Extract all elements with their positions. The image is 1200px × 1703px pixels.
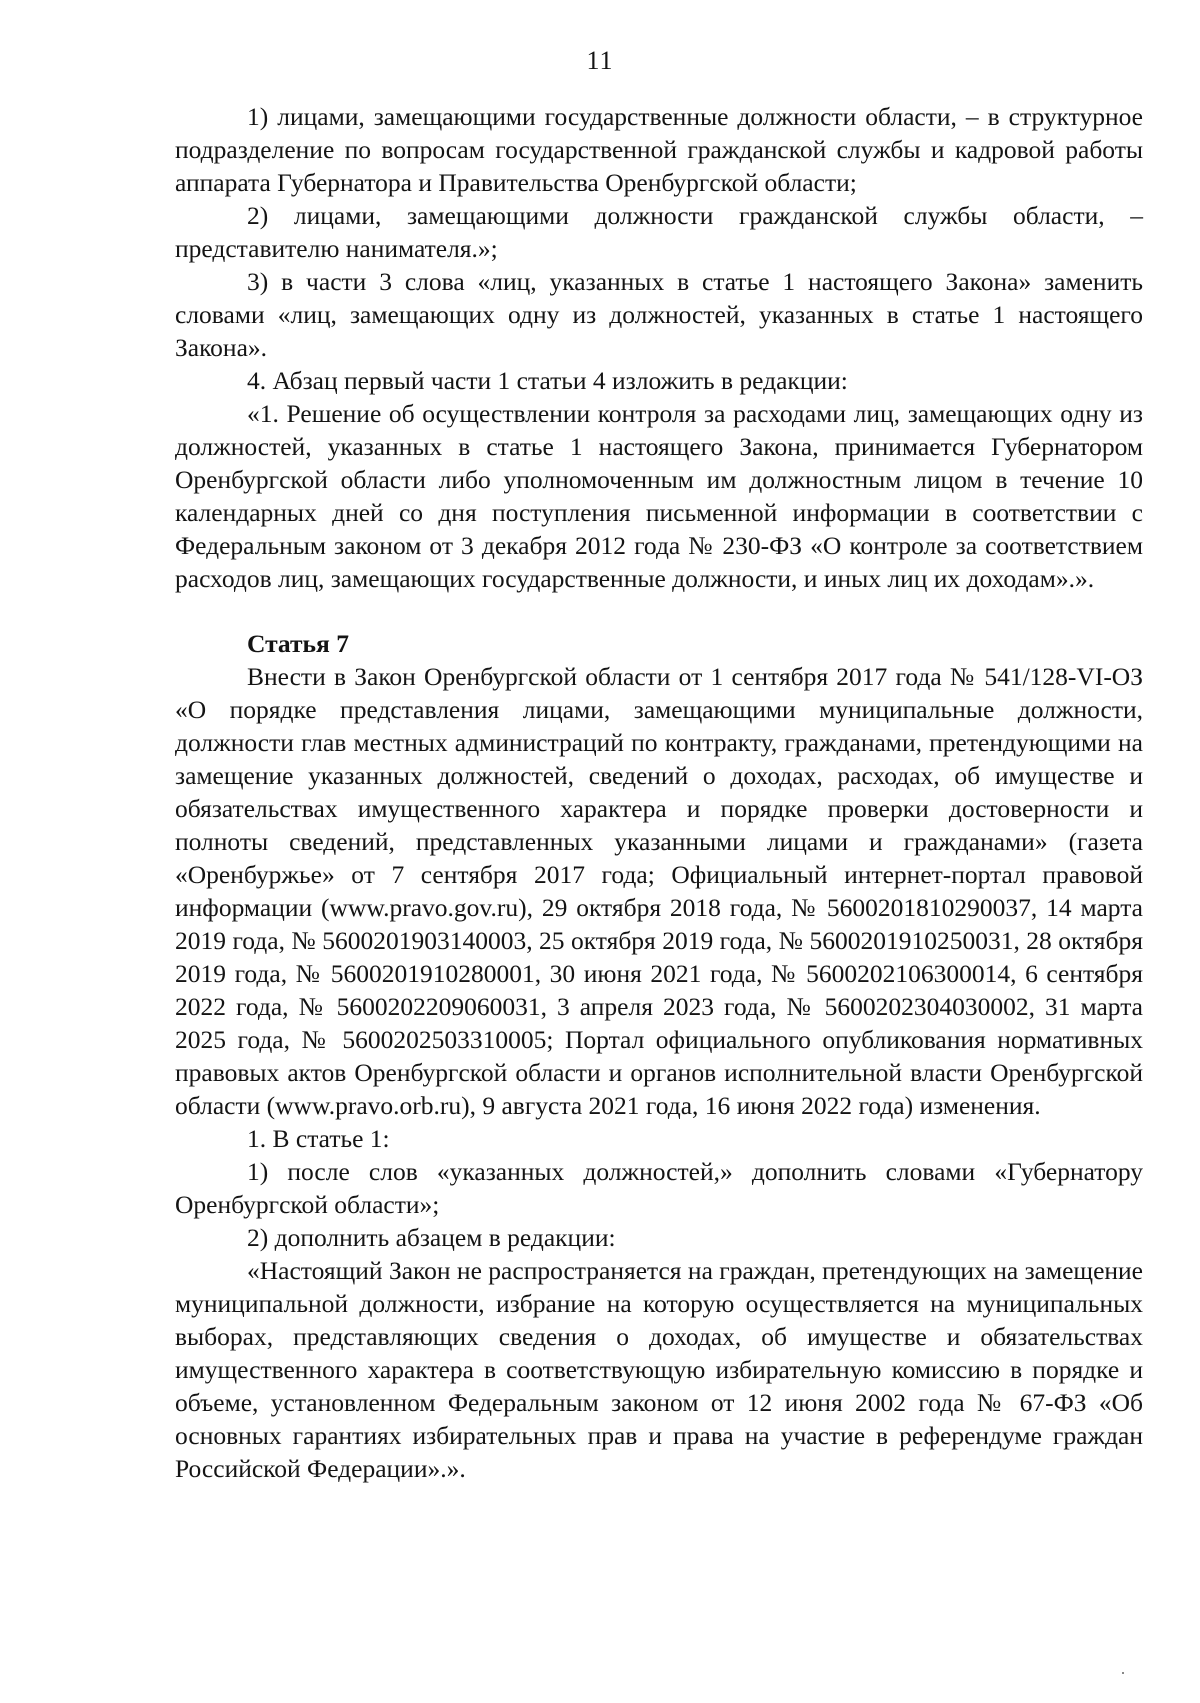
article-7-heading: Статья 7	[247, 629, 349, 658]
paragraph-part-3-replacement: 3) в части 3 слова «лиц, указанных в статье 1 настоящего Закона» заменить словами «лиц, замещающих одну из должностей, указанных в статье 1 настоящего Закона».	[175, 267, 1143, 362]
paragraph-article-1-intro: 1. В статье 1:	[247, 1124, 390, 1153]
paragraph-article-1-item-2: 2) дополнить абзацем в редакции:	[247, 1223, 616, 1252]
paragraph-amendment-4-intro: 4. Абзац первый части 1 статьи 4 изложить в редакции:	[247, 366, 848, 395]
section-spacer	[175, 595, 1143, 627]
page-number: 11	[586, 46, 614, 75]
paragraph-article-7-intro: Внести в Закон Оренбургской области от 1 сентября 2017 года № 541/128-VI-ОЗ «О порядке представления лицами, замещающими муниципальные должности, должности глав местных администраций по контракту, гражданами, претендующими на замещение указанных должностей, сведений о доходах, расходах, об имуществе и обязательствах имущественного характера и порядке проверки достоверности и полноты сведений, представленных указанными лицами и гражданами» (газета «Оренбуржье» от 7 сентября 2017 года; Официальный интернет-портал правовой информации (www.pravo.gov.ru), 29 октября 2018 года, № 5600201810290037, 14 марта 2019 года, № 5600201903140003, 25 октября 2019 года, № 5600201910250031, 28 октября 2019 года, № 5600201910280001, 30 июня 2021 года, № 5600202106300014, 6 сентября 2022 года, № 5600202209060031, 3 апреля 2023 года, № 5600202304030002, 31 марта 2025 года, № 5600202503310005; Портал официального опубликования нормативных правовых актов Оренбургской области и органов исполнительной власти Оренбургской области (www.pravo.orb.ru), 9 августа 2021 года, 16 июня 2022 года) изменения.	[175, 662, 1143, 1120]
paragraph-item-2-civil-service: 2) лицами, замещающими должности гражданской службы области, – представителю нанимателя.»;	[175, 201, 1143, 263]
document-body	[175, 100, 1143, 1485]
paragraph-item-1-state-positions: 1) лицами, замещающими государственные должности области, – в структурное подразделение по вопросам государственной гражданской службы и кадровой работы аппарата Губернатора и Правительства Оренбургской области;	[175, 102, 1143, 197]
paragraph-added-text: «Настоящий Закон не распространяется на граждан, претендующих на замещение муниципальной должности, избрание на которую осуществляется на муниципальных выборах, представляющих сведения о доходах, об имуществе и обязательствах имущественного характера в соответствующую избирательную комиссию в порядке и объеме, установленном Федеральным законом от 12 июня 2002 года № 67-ФЗ «Об основных гарантиях избирательных прав и права на участие в референдуме граждан Российской Федерации».».	[175, 1256, 1143, 1483]
scan-speck	[1122, 1672, 1124, 1674]
paragraph-article-1-item-1: 1) после слов «указанных должностей,» дополнить словами «Губернатору Оренбургской области»;	[175, 1157, 1143, 1219]
paragraph-amendment-4-text: «1. Решение об осуществлении контроля за расходами лиц, замещающих одну из должностей, указанных в статье 1 настоящего Закона, принимается Губернатором Оренбургской области либо уполномоченным им должностным лицом в течение 10 календарных дней со дня поступления письменной информации в соответствии с Федеральным законом от 3 декабря 2012 года № 230-ФЗ «О контроле за соответствием расходов лиц, замещающих государственные должности, и иных лиц их доходам».».	[175, 399, 1143, 593]
